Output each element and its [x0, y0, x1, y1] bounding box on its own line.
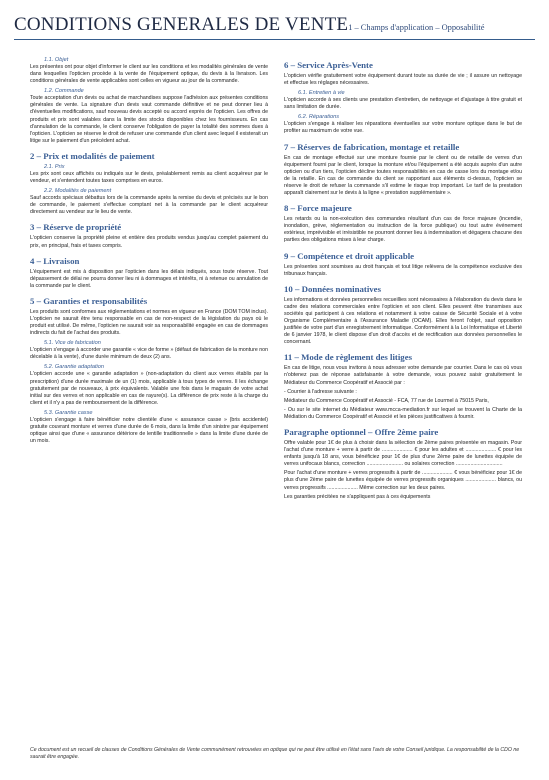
subsection-heading: 5.3. Garantie casse	[44, 409, 93, 416]
subsection-heading: 1.2. Commande	[44, 88, 84, 95]
paragraph: - Ou sur le site internet du Médiateur www.mcca-mediation.fr sur lequel se trouvent la Charte de la Médiation du Commerce Coopératif et Associé et les pièces justificatives à fournir.	[284, 406, 522, 420]
subsection-heading: 2.1. Prix	[44, 163, 65, 170]
left-column	[30, 54, 268, 447]
section-heading: 6 – Service Après-Vente	[284, 60, 373, 70]
paragraph: Médiateur du Commerce Coopératif et Associé - FCA, 77 rue de Lourmel à 75015 Paris,	[284, 397, 489, 404]
subsection-heading: 5.2. Garantie adaptation	[44, 364, 105, 371]
section-heading: 11 – Mode de règlement des litiges	[284, 352, 413, 363]
paragraph: Les garanties précitées ne s'appliquent pas à ces équipements	[284, 493, 431, 500]
paragraph: L'opticien vérifie gratuitement votre équipement durant toute sa durée de vie ; il assure un nettoyage et effectue les réglages nécessaires.	[284, 73, 522, 87]
page-title: CONDITIONS GENERALES DE VENTE	[14, 14, 349, 35]
paragraph: L'opticien s'engage à réaliser les réparations éventuelles sur votre monture optique dans le but de profiter au maximum de votre vue.	[284, 121, 522, 135]
paragraph: Les produits sont conformes aux réglementations et normes en vigueur en France (DOM TOM inclus). L'opticien ne saurait être tenu responsable en cas de non-respect de la législation du pays où le produit est utilisé. De même, l'opticien ne saurait voir sa responsabilité engagée en cas de dommages indirects du fait de l'achat des produits.	[30, 308, 268, 337]
subsection-heading: 6.2. Réparations	[298, 114, 340, 121]
section-heading: 10 – Données nominatives	[284, 283, 382, 294]
paragraph: Les prix sont ceux affichés ou indiqués sur le devis, préalablement remis au client acquéreur par le vendeur, et s'entendent toutes taxes comprises en euros.	[30, 170, 268, 185]
paragraph: Les présentes ont pour objet d'informer le client sur les conditions et les modalités générales de vente dans lesquelles l'opticien procède à la vente de l'équipement optique, du devis à la livraison. Les conditions générales de vente applicables sont celles en vigueur au jour de la commande.	[30, 64, 268, 85]
paragraph: L'équipement est mis à disposition par l'opticien dans les délais indiqués, sous toute réserve. Tout dépassement de délai ne pourra donner lieu ni à dommages et intérêts, ni à retenue ou annulation de la commande par le client.	[30, 268, 268, 289]
paragraph: L'opticien s'engage à faire bénéficier notre clientèle d'une « assurance casse » (bris accidentel) gratuite couvrant monture et verres d'une durée de 6 mois, dans la limite d'un sinistre par équipement optique ainsi que d'une « assurance détériore de lentille traditionnelle » dans la limite d'une durée de un mois.	[30, 416, 268, 445]
disclaimer-footer: Ce document est un recueil de clauses de Conditions Générales de Vente communément retrouvées en optique qui ne peut être utilisé en l'état sans l'avis de votre Conseil juridique. La responsabilité de la CDO ne saurait être engagée.	[30, 747, 520, 760]
page-subtitle: 1 – Champs d'application – Opposabilité	[348, 23, 485, 32]
paragraph: L'opticien accorde à ses clients une prestation d'entretien, de nettoyage et d'ajustage à titre gratuit et sans limitation de durée.	[284, 97, 522, 111]
paragraph: En cas de litige, nous vous invitons à nous adresser votre demande par courrier. Dans le cas où vous n'obtenez pas de réponse satisfaisante à votre demande, vous pouvez saisir gratuitement le Médiateur du Commerce Coopératif et Associé par :	[284, 365, 522, 386]
subsection-heading: 2.2. Modalités de paiement	[44, 188, 112, 195]
section-heading: 7 – Réserves de fabrication, montage et retaille	[284, 141, 460, 152]
paragraph: - Courrier à l'adresse suivante :	[284, 388, 357, 395]
subsection-heading: 1.1. Objet	[44, 57, 69, 63]
paragraph: L'opticien s'engage à accorder une garantie « vice de forme » (défaut de fabrication de la monture non décelable à la vente), d'une durée minimum de deux (2) ans.	[30, 347, 268, 361]
right-column	[284, 54, 522, 503]
section-heading: 2 – Prix et modalités de paiement	[30, 150, 155, 161]
section-heading: 8 – Force majeure	[284, 203, 352, 214]
paragraph: Offre valable pour 1€ de plus à choisir dans la sélection de 2ème paires présentée en magasin. Pour l'achat d'une monture + verre à partir de ..................... € pour les adultes et ..................... € pour les enfants jusqu'à 18 ans, vous bénéficiez pour 1€ de plus d'une 2ème paire de lunettes équipée de verres unifocaux blancs, correction ......................... ou solaires correction ................................	[284, 440, 522, 468]
paragraph: En cas de montage effectué sur une monture fournie par le client ou de retaille de verres d'un équipement fourni par le client, lorsque la monture et/ou l'équipement a été acquis auprès d'un autre opticien ou d'un tiers, l'opticien décline toutes responsabilités en cas de casse lors du montage et/ou de la retaille. En cas de commande du client se rapportant aux éléments ci-dessus, l'opticien se réserve le droit de refuser la commande s'il estime le risque trop important. Le tarif de la prestation apparaît clairement sur le devis à la ligne « prestation supplémentaire ».	[284, 154, 522, 197]
paragraph: L'opticien accorde une « garantie adaptation » (non-adaptation du client aux verres établis par la prescription) d'une durée maximale de un (1) mois, applicable à tous types de verres. Il les échange gratuitement par de nouveaux, à prix équivalents. Valable une fois dans le magasin de votre achat initial sur des verres et non applicable en cas de rayure(s). La différence de prix reste à la charge du client et il n'y a pas de remboursement de la différence.	[30, 371, 268, 406]
paragraph: Les présentes sont soumises au droit français et tout litige relèvera de la compétence exclusive des tribunaux français.	[284, 263, 522, 277]
paragraph: Toute acceptation d'un devis ou achat de marchandises suppose l'adhésion aux présentes conditions générales de vente. La signature d'un devis vaut commande définitive et ne peut donner lieu à d'éventuelles modifications, sauf nouveau devis accepté ou accord exprès de l'opticien. Les offres de produits et prix sont valables dans la limite des stocks disponibles chez les fournisseurs. En cas d'annulation de la commande, le client conserve l'obligation de payer la totalité des sommes dues à l'opticien. L'opticien se réserve le droit de refuser une commande d'un client avec lequel il existerait un litige sur le paiement d'un précédent achat.	[30, 95, 268, 144]
paragraph: Sauf accords spéciaux débattus lors de la commande après la remise du devis et précisés sur le bon de commande, le paiement s'effectue comptant net à la commande par le client acquéreur directement au vendeur sur le lieu de vente.	[30, 195, 268, 216]
paragraph: Pour l'achat d'une monture + verres progressifs à partir de ..................... € vous bénéficiez pour 1€ de plus d'une 2ème paire de lunettes équipée de verres progressifs organiques ..................... blancs, ou verres progressifs ..................... Même correction sur les deux paires.	[284, 470, 522, 491]
section-heading: 9 – Compétence et droit applicable	[284, 250, 415, 261]
subsection-heading: 5.1. Vice de fabrication	[44, 340, 101, 347]
section-heading: 4 – Livraison	[30, 255, 80, 266]
paragraph: Les informations et données personnelles recueillies sont nécessaires à l'élaboration du devis dans le cadre des relations commerciales entre l'opticien et son client. Elles peuvent être transmises aux sociétés qui participent à ces relations et notamment à votre caisse de Sécurité Sociale et à votre Organisme Complémentaire à l'Assurance Maladie (OCAM). Elles feront l'objet, sauf opposition justifiée de votre part d'un enregistrement informatique. Conformément à la Loi Informatique et Liberté de 6 janvier 1978, le client dispose d'un droit d'accès et de rectification aux données personnelles le concernant.	[284, 296, 522, 346]
section-heading: Paragraphe optionnel – Offre 2ème paire	[284, 427, 439, 437]
subsection-heading: 6.1. Entretien à vie	[298, 90, 345, 97]
section-heading: 5 – Garanties et responsabilités	[30, 295, 148, 306]
document-header	[14, 14, 535, 40]
paragraph: L'opticien conserve la propriété pleine et entière des produits vendus jusqu'au complet paiement du prix, en principal, frais et taxes compris.	[30, 235, 268, 249]
paragraph: Les retards ou la non-exécution des commandes résultant d'un cas de force majeure (incendie, inondation, grève, réglementation ou instruction de la force publique) ou tout autre événement extérieur, imprévisible et irrésistible ne pourront donner lieu à indemnisation et dégagera chacune des parties des obligations mises à leur charge.	[284, 216, 522, 244]
section-heading: 3 – Réserve de propriété	[30, 222, 122, 233]
